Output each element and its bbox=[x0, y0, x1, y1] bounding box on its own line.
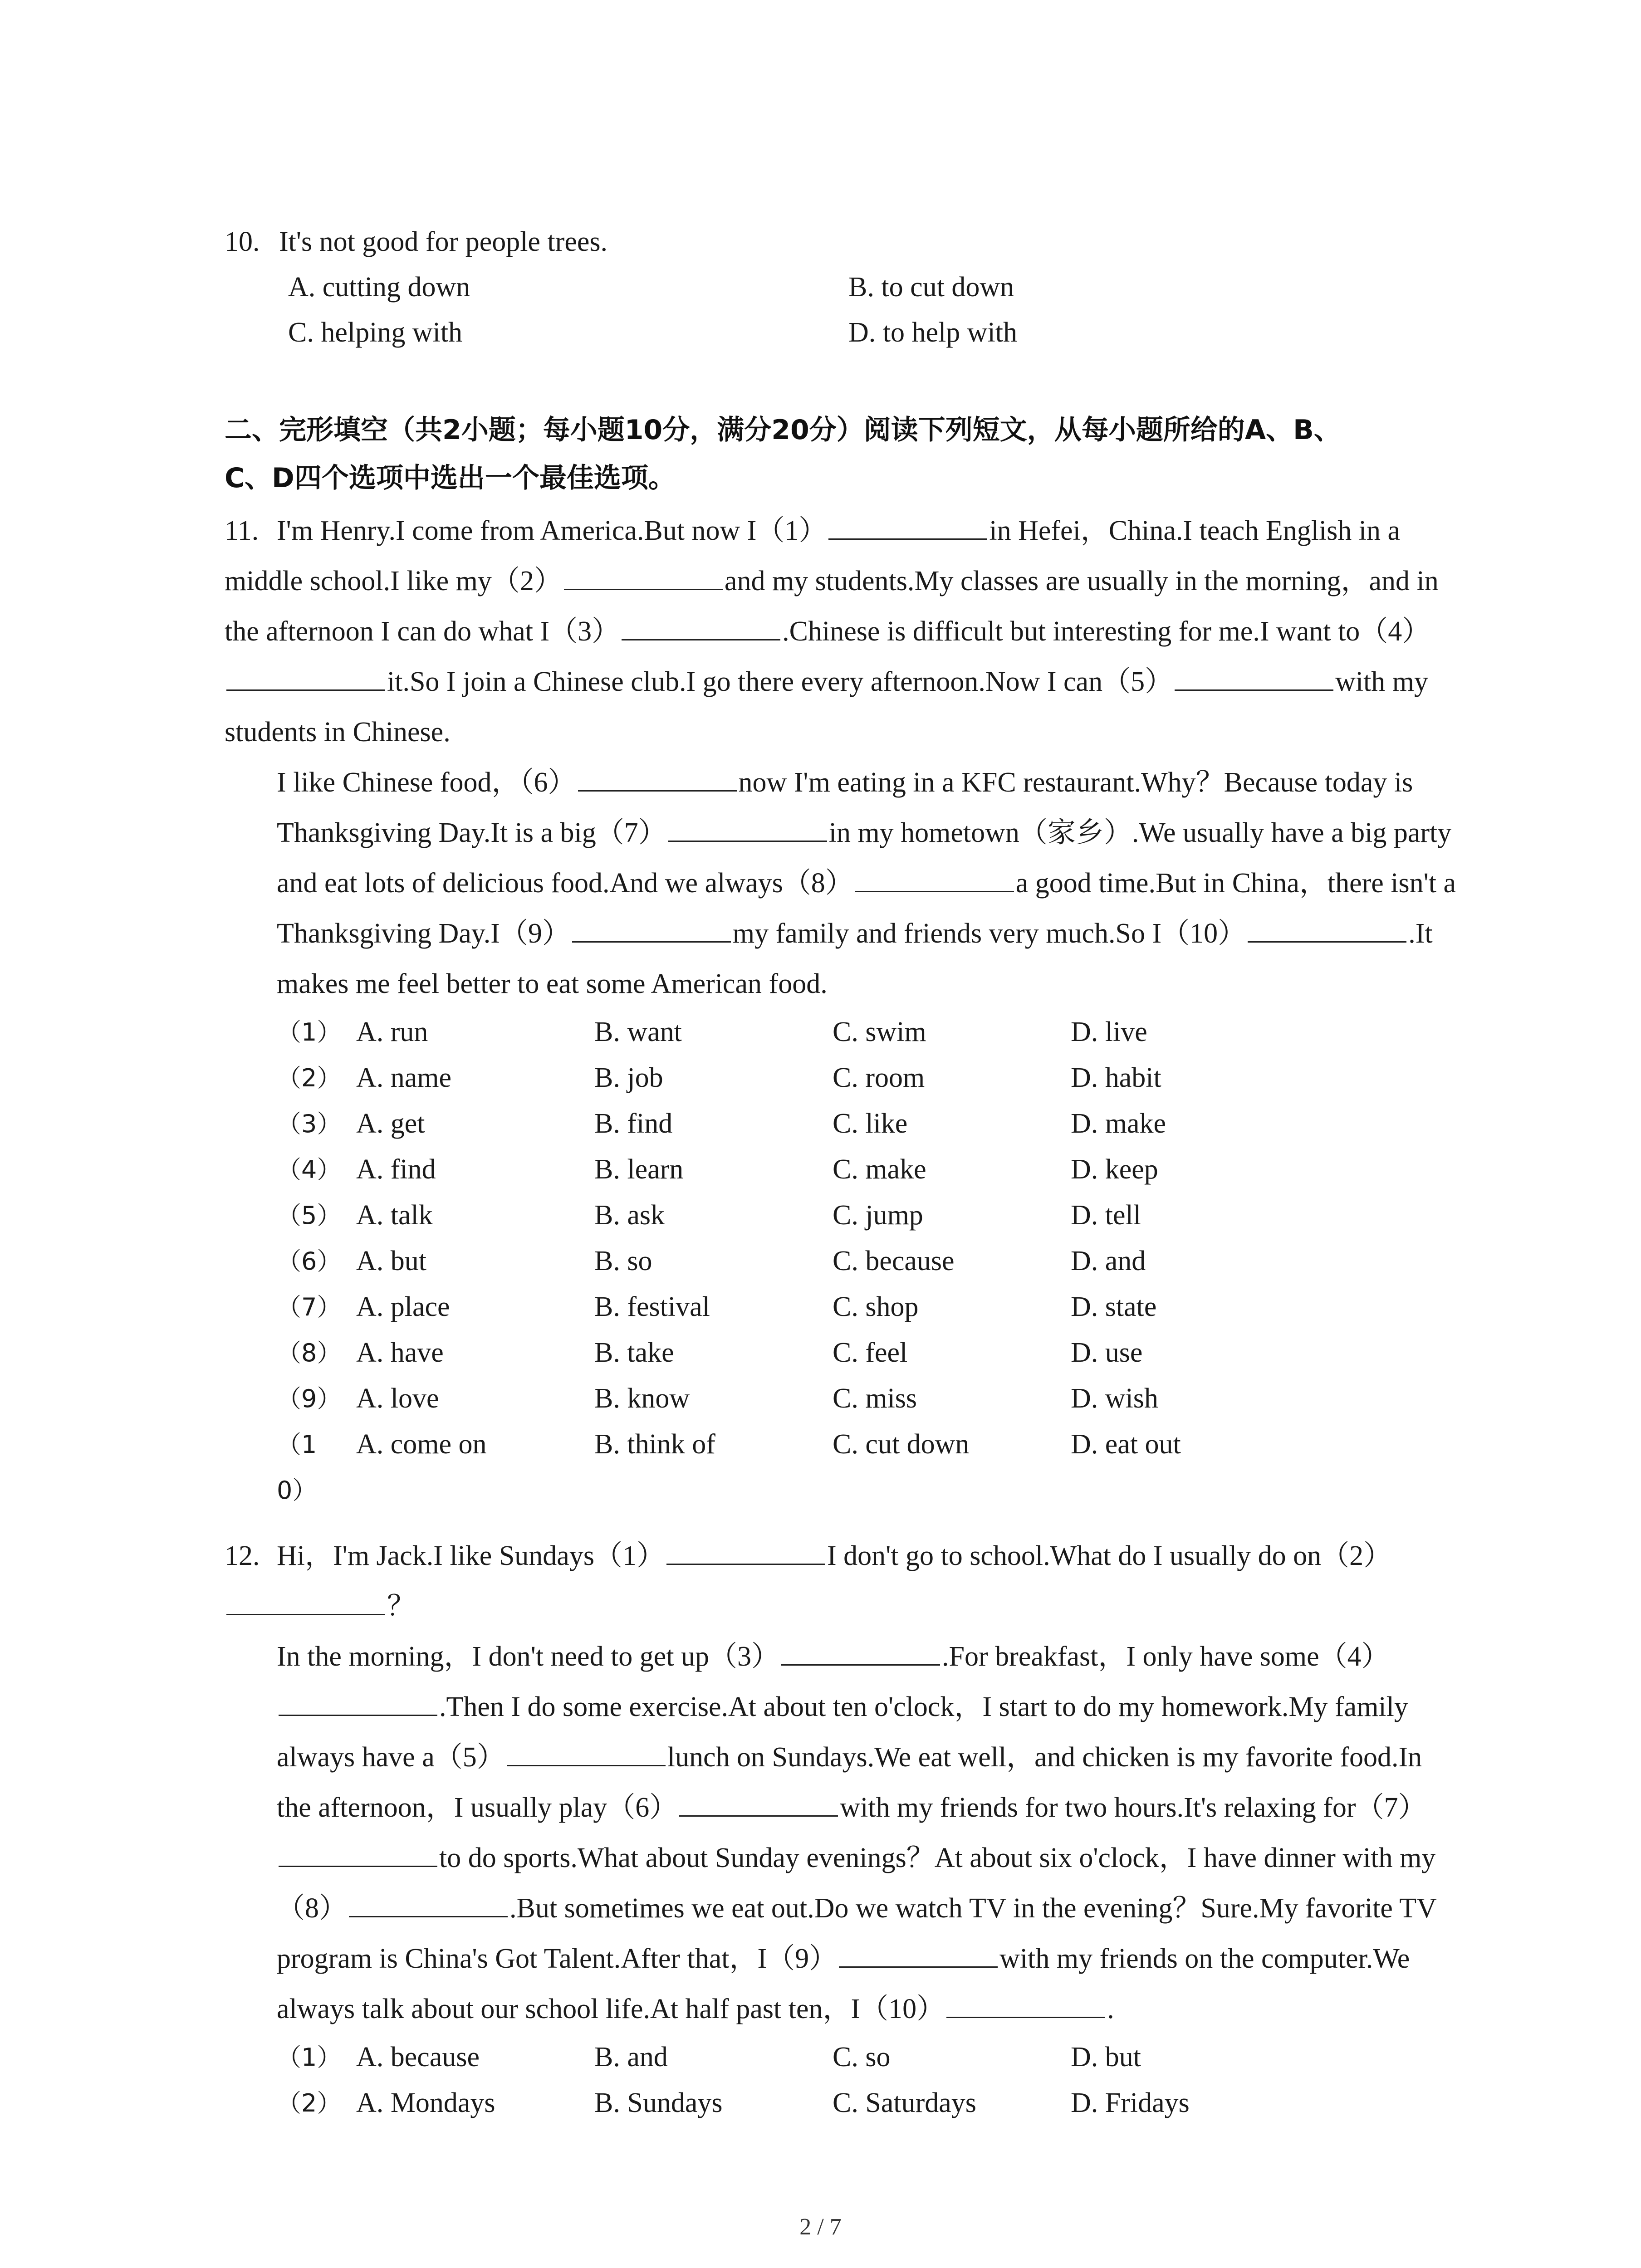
options-row bbox=[225, 310, 1495, 355]
question-number: 11. bbox=[225, 515, 259, 546]
option-b[interactable]: B. and bbox=[594, 2042, 668, 2072]
option-c[interactable]: C. shop bbox=[833, 1291, 919, 1322]
question-10 bbox=[225, 219, 1495, 355]
option-c[interactable]: C. room bbox=[833, 1062, 925, 1093]
option-row bbox=[277, 1055, 1459, 1101]
passage-segment: .But sometimes we eat out.Do we watch TV in the evening？Sure.My favorite TV program is China's Got Talent.After that，I（9） bbox=[277, 1893, 1436, 1974]
option-c[interactable]: C. because bbox=[833, 1246, 955, 1276]
answer-blank[interactable] bbox=[572, 915, 731, 943]
option-d[interactable]: D. state bbox=[1071, 1291, 1157, 1322]
option-b[interactable]: B. want bbox=[594, 1017, 682, 1047]
item-index: （5） bbox=[277, 1201, 342, 1230]
answer-blank[interactable] bbox=[578, 764, 737, 792]
question-stem: It's not good for people trees. bbox=[279, 226, 607, 257]
option-a[interactable]: A. Mondays bbox=[356, 2087, 495, 2118]
option-c[interactable]: C. miss bbox=[833, 1383, 917, 1414]
option-d[interactable]: D. and bbox=[1071, 1246, 1146, 1276]
passage-paragraph bbox=[225, 758, 1459, 1009]
item-index: （9） bbox=[277, 1384, 342, 1413]
option-a[interactable]: A. run bbox=[356, 1017, 428, 1047]
option-a[interactable]: A. have bbox=[356, 1337, 444, 1368]
option-c[interactable]: C. like bbox=[833, 1108, 908, 1139]
passage-segment: and my students.My classes are usually in the morning，and in the afternoon I can do what I（3） bbox=[225, 566, 1439, 647]
option-row bbox=[277, 1284, 1459, 1330]
option-a[interactable]: A. name bbox=[356, 1062, 452, 1093]
option-c[interactable]: C. so bbox=[833, 2042, 891, 2072]
option-row bbox=[277, 2034, 1459, 2080]
passage-segment: with my friends for two hours.It's relaxing for（7） bbox=[840, 1792, 1426, 1823]
passage-segment: I like Chinese food，（6） bbox=[277, 767, 576, 798]
option-b[interactable]: B. Sundays bbox=[594, 2087, 723, 2118]
answer-blank[interactable] bbox=[679, 1789, 838, 1817]
option-a[interactable]: A. cutting down bbox=[288, 272, 470, 303]
passage-text bbox=[225, 1531, 1459, 2034]
passage-segment: my family and friends very much.So I（10） bbox=[732, 918, 1246, 949]
option-a[interactable]: A. find bbox=[356, 1154, 436, 1185]
passage-text bbox=[225, 506, 1459, 1009]
option-row bbox=[277, 1330, 1459, 1376]
question-10-stem-line bbox=[225, 219, 1495, 264]
item-index: （7） bbox=[277, 1293, 342, 1321]
question-12 bbox=[225, 1531, 1459, 2126]
option-b[interactable]: B. to cut down bbox=[848, 272, 1014, 303]
passage-segment: .Chinese is difficult but interesting for me.I want to（4） bbox=[782, 616, 1430, 647]
option-row bbox=[277, 2080, 1459, 2126]
option-d[interactable]: D. Fridays bbox=[1071, 2087, 1190, 2118]
option-a[interactable]: A. talk bbox=[356, 1200, 433, 1231]
option-a[interactable]: A. but bbox=[356, 1246, 426, 1276]
option-c[interactable]: C. feel bbox=[833, 1337, 908, 1368]
passage-segment: to do sports.What about Sunday evenings？At about six o'clock，I have dinner with my（8） bbox=[277, 1843, 1436, 1924]
options-table bbox=[277, 2034, 1459, 2126]
item-index: （1） bbox=[277, 2043, 342, 2072]
passage-segment: in Hefei，China.I teach English in a middle school.I like my（2） bbox=[225, 515, 1401, 596]
option-d[interactable]: D. use bbox=[1071, 1337, 1143, 1368]
option-a[interactable]: A. because bbox=[356, 2042, 480, 2072]
option-row bbox=[277, 1147, 1459, 1193]
option-c[interactable]: C. cut down bbox=[833, 1429, 970, 1460]
item-index: （2） bbox=[277, 2089, 342, 2117]
passage-segment: . bbox=[1107, 1994, 1114, 2024]
option-b[interactable]: B. so bbox=[594, 1246, 652, 1276]
option-b[interactable]: B. find bbox=[594, 1108, 673, 1139]
item-index: （10） bbox=[277, 1430, 317, 1505]
option-row bbox=[277, 1009, 1459, 1055]
passage-segment: Hi，I'm Jack.I like Sundays（1） bbox=[277, 1540, 665, 1571]
option-b[interactable]: B. job bbox=[594, 1062, 663, 1093]
answer-blank[interactable] bbox=[666, 1537, 825, 1565]
page-number: 2 / 7 bbox=[799, 2214, 842, 2240]
answer-blank[interactable] bbox=[226, 1588, 385, 1615]
passage-segment: lunch on Sundays.We eat well，and chicken is my favorite food.In the afternoon，I usually play（6） bbox=[277, 1742, 1422, 1823]
option-c[interactable]: C. make bbox=[833, 1154, 926, 1185]
item-index: （2） bbox=[277, 1064, 342, 1092]
option-c[interactable]: C. helping with bbox=[288, 317, 463, 348]
option-row bbox=[277, 1422, 1459, 1505]
passage-segment: In the morning，I don't need to get up（3） bbox=[277, 1641, 780, 1672]
item-index: （1） bbox=[277, 1018, 342, 1046]
section-heading bbox=[225, 406, 1459, 502]
option-b[interactable]: B. ask bbox=[594, 1200, 665, 1231]
passage-segment: with my students in Chinese. bbox=[225, 666, 1429, 748]
options-table bbox=[277, 1009, 1459, 1505]
answer-blank[interactable] bbox=[668, 814, 827, 842]
option-b[interactable]: B. know bbox=[594, 1383, 690, 1414]
item-index: （6） bbox=[277, 1247, 342, 1276]
answer-blank[interactable] bbox=[279, 1688, 437, 1716]
question-11 bbox=[225, 506, 1459, 1505]
passage-segment: I don't go to school.What do I usually do on（2） bbox=[827, 1540, 1392, 1571]
option-row bbox=[277, 1238, 1459, 1284]
answer-blank[interactable] bbox=[855, 865, 1014, 892]
option-a[interactable]: A. come on bbox=[356, 1429, 487, 1460]
passage-segment: a good time.But in China，there isn't a Thanksgiving Day.I（9） bbox=[277, 868, 1456, 949]
answer-blank[interactable] bbox=[781, 1638, 940, 1666]
passage-paragraph bbox=[225, 1531, 1459, 1632]
option-a[interactable]: A. get bbox=[356, 1108, 425, 1139]
answer-blank[interactable] bbox=[946, 1990, 1105, 2018]
passage-segment: it.So I join a Chinese club.I go there every afternoon.Now I can（5） bbox=[387, 666, 1173, 697]
answer-blank[interactable] bbox=[279, 1839, 437, 1867]
option-b[interactable]: B. think of bbox=[594, 1429, 715, 1460]
passage-segment: .For breakfast，I only have some（4） bbox=[942, 1641, 1390, 1672]
passage-segment: in my hometown（家乡）.We usually have a big party and eat lots of delicious food.And we always（8） bbox=[277, 817, 1452, 899]
answer-blank[interactable] bbox=[349, 1890, 508, 1917]
answer-blank[interactable] bbox=[507, 1739, 666, 1766]
question-number: 10. bbox=[225, 226, 260, 257]
option-row bbox=[277, 1376, 1459, 1422]
option-a[interactable]: A. place bbox=[356, 1291, 450, 1322]
answer-blank[interactable] bbox=[1175, 663, 1333, 691]
option-c[interactable]: C. swim bbox=[833, 1017, 926, 1047]
option-d[interactable]: D. wish bbox=[1071, 1383, 1158, 1414]
option-c[interactable]: C. jump bbox=[833, 1200, 923, 1231]
option-d[interactable]: D. keep bbox=[1071, 1154, 1158, 1185]
section-heading-line: C、D四个选项中选出一个最佳选项。 bbox=[225, 462, 676, 494]
passage-segment: with my friends on the computer.We always talk about our school life.At half past ten，I（10） bbox=[277, 1943, 1410, 2024]
answer-blank[interactable] bbox=[839, 1940, 998, 1968]
answer-blank[interactable] bbox=[1248, 915, 1406, 943]
options-row bbox=[225, 264, 1495, 310]
option-c[interactable]: C. Saturdays bbox=[833, 2087, 976, 2118]
item-index: （4） bbox=[277, 1155, 342, 1184]
passage-segment: ？ bbox=[387, 1591, 416, 1622]
option-d[interactable]: D. but bbox=[1071, 2042, 1141, 2072]
option-row bbox=[277, 1193, 1459, 1238]
option-d[interactable]: D. eat out bbox=[1071, 1429, 1181, 1460]
item-index: （8） bbox=[277, 1339, 342, 1367]
option-d[interactable]: D. live bbox=[1071, 1017, 1147, 1047]
answer-blank[interactable] bbox=[564, 562, 723, 590]
option-a[interactable]: A. love bbox=[356, 1383, 439, 1414]
option-d[interactable]: D. tell bbox=[1071, 1200, 1141, 1231]
passage-segment: now I'm eating in a KFC restaurant.Why？Because today is Thanksgiving Day.It is a big（7） bbox=[277, 767, 1413, 848]
question-number: 12. bbox=[225, 1540, 260, 1571]
passage-paragraph bbox=[225, 506, 1459, 758]
passage-segment: .Then I do some exercise.At about ten o'clock，I start to do my homework.My family always have a（5） bbox=[277, 1691, 1408, 1773]
answer-blank[interactable] bbox=[622, 613, 780, 640]
option-d[interactable]: D. habit bbox=[1071, 1062, 1161, 1093]
option-row bbox=[277, 1101, 1459, 1147]
passage-segment: .It makes me feel better to eat some American food. bbox=[277, 918, 1433, 999]
option-d[interactable]: D. make bbox=[1071, 1108, 1166, 1139]
answer-blank[interactable] bbox=[828, 512, 987, 540]
option-d[interactable]: D. to help with bbox=[848, 317, 1017, 348]
section-heading-line: 二、完形填空（共2小题；每小题10分，满分20分）阅读下列短文，从每小题所给的A、B、 bbox=[225, 414, 1341, 446]
answer-blank[interactable] bbox=[226, 663, 385, 691]
option-b[interactable]: B. learn bbox=[594, 1154, 684, 1185]
option-b[interactable]: B. festival bbox=[594, 1291, 710, 1322]
item-index: （3） bbox=[277, 1110, 342, 1138]
passage-segment: I'm Henry.I come from America.But now I（1） bbox=[277, 515, 827, 546]
passage-paragraph bbox=[225, 1632, 1459, 2034]
option-b[interactable]: B. take bbox=[594, 1337, 674, 1368]
